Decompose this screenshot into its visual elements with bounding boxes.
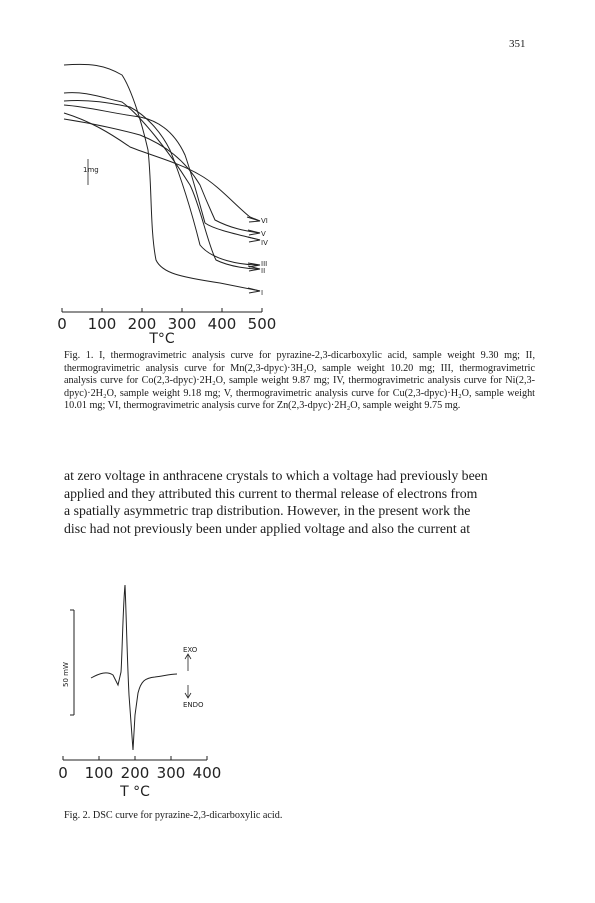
curve-1-arrowhead: [248, 288, 260, 293]
curve-label-ii: II: [261, 267, 266, 275]
curve-6-arrowhead: [247, 217, 260, 222]
page-number: 351: [509, 38, 526, 50]
curve-label-iii: III: [261, 260, 268, 268]
curve-label-vi: VI: [261, 217, 268, 225]
dsc-curve: [91, 585, 177, 750]
curve-label-iv: IV: [261, 239, 268, 247]
x-tick-0: 0: [57, 315, 67, 333]
body-line: at zero voltage in anthracene crystals to which a voltage had previously been: [64, 468, 488, 483]
body-paragraph: [64, 467, 538, 537]
body-line: disc had not previously been under applied voltage and also the current at: [64, 520, 471, 536]
x-tick-300: 300: [167, 315, 197, 333]
tga-curve-1: [64, 64, 260, 291]
dsc-x-tick-0: 0: [58, 764, 68, 782]
body-line: applied and they attributed this current to thermal release of electrons from: [64, 485, 478, 501]
weight-scale-label: 1mg: [83, 166, 99, 174]
dsc-x-tick-400: 400: [192, 764, 222, 782]
x-axis-ticks: [62, 308, 262, 312]
dsc-x-tick-200: 200: [120, 764, 150, 782]
dsc-x-tick-300: 300: [156, 764, 186, 782]
dsc-x-axis-label: T °C: [120, 784, 150, 800]
dsc-x-tick-100: 100: [84, 764, 114, 782]
tga-curve-2: [64, 93, 260, 269]
curve-label-i: I: [261, 289, 264, 297]
curve-4-arrowhead: [248, 237, 260, 242]
figure-2-dsc-plot: [55, 575, 245, 805]
figure-1-tga-plot: [50, 55, 290, 345]
body-line: a spatially asymmetric trap distribution. However, in the present work the: [64, 503, 471, 519]
dsc-scale-label: 50 mW: [62, 662, 70, 687]
exo-label: EXO: [183, 646, 198, 654]
figure-2-caption: Fig. 2. DSC curve for pyrazine-2,3-dicarboxylic acid.: [64, 810, 283, 821]
x-tick-200: 200: [127, 315, 157, 333]
endo-label: ENDO: [183, 701, 204, 709]
dsc-x-axis-ticks: [63, 756, 207, 760]
curve-label-v: V: [261, 230, 266, 238]
x-axis-label: T°C: [149, 331, 175, 345]
x-tick-100: 100: [87, 315, 117, 333]
x-tick-400: 400: [207, 315, 237, 333]
figure-1-caption: Fig. 1. I, thermogravimetric analysis curve for pyrazine-2,3-dicarboxylic acid, sample weight 9.30 mg; II, thermogravimetric analysis curve for Mn(2,3-dpyc)·3H₂O, sample weight 10.20 mg; III, thermogravimetric analysis curve for Co(2,3-dpyc)·2H₂O, sample weight 9.87 mg; IV, thermogravimetric analysis curve for Ni(2,3-dpyc)·2H₂O, sample weight 9.18 mg; V, thermogravimetric analysis curve for Cu(2,3-dpyc)·H₂O, sample weight 10.01 mg; VI, thermogravimetric analysis curve for Zn(2,3-dpyc)·2H₂O, sample weight 9.75 mg.: [64, 350, 535, 412]
x-tick-500: 500: [247, 315, 277, 333]
